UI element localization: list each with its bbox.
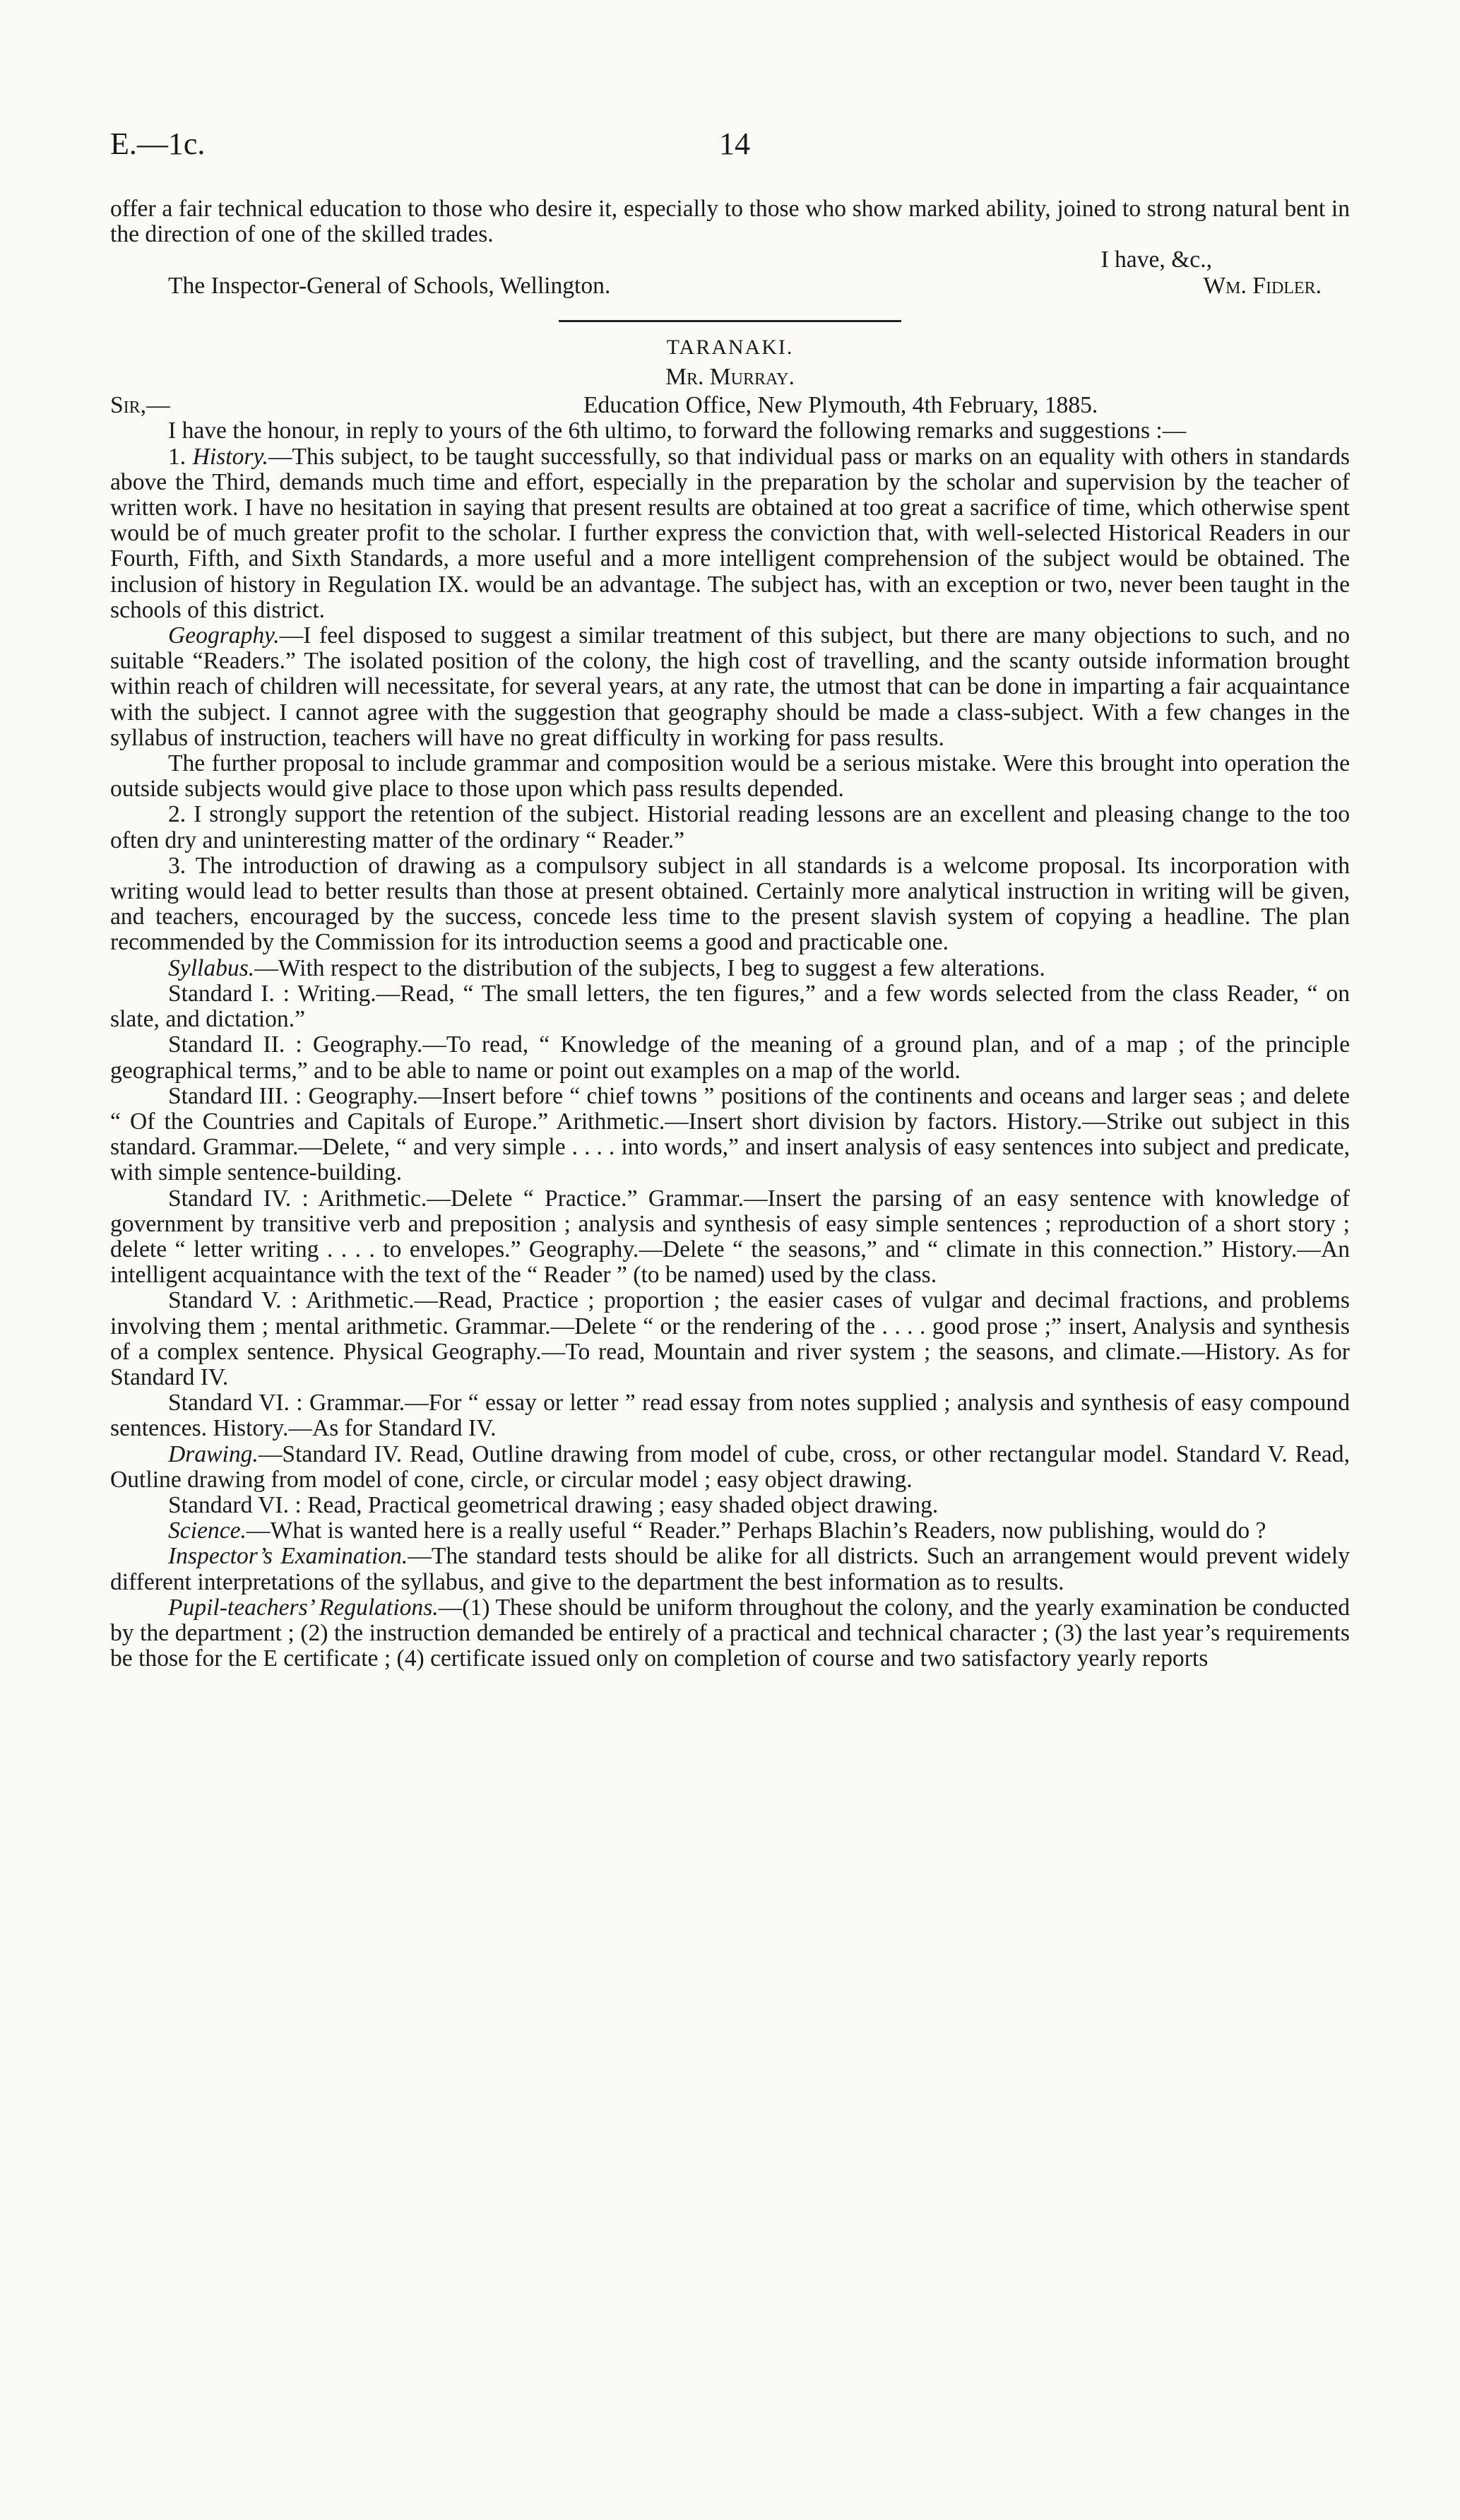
letter-paragraph [110,1390,1350,1441]
letter-paragraph [110,1493,1350,1518]
letter-paragraph [110,623,1350,751]
paragraph-topic: Science. [168,1518,247,1544]
letter-paragraph [110,981,1350,1032]
paragraph-text: —I feel disposed to suggest a similar treatment of this subject, but there are many objections to such, and no suitable “Readers.” The isolated position of the colony, the high cost of travelling, and the scanty outside information brought within reach of children will necessitate, for several years, at any rate, the utmost that can be done in imparting a fair acquaintance with the subject. I cannot agree with the suggestion that geography should be made a class-subject. With a few changes in the syllabus of instruction, teachers will have no great difficulty in working for pass results. [110,622,1350,751]
page-number: 14 [719,126,750,161]
paragraph-text: 2. I strongly support the retention of the subject. Historial reading lessons are an excellent and pleasing change to the too often dry and uninteresting matter of the ordinary “ Reader.” [110,801,1350,853]
paragraph-topic: History. [192,443,268,470]
letter-paragraph [110,1084,1350,1186]
letter-paragraph [110,853,1350,956]
letter-paragraph [110,444,1350,623]
letter-paragraph [110,1032,1350,1083]
paragraph-text: —What is wanted here is a really useful “ Reader.” Perhaps Blachin’s Readers, now publishing, would do ? [246,1518,1266,1544]
paragraph-text: Standard VI. : Read, Practical geometrical drawing ; easy shaded object drawing. [168,1491,939,1518]
paragraph-text: —The standard tests should be alike for all districts. Such an arrangement would prevent widely different interpretations of the syllabus, and give to the department the best information as to results. [110,1543,1350,1595]
paragraph-text: —This subject, to be taught successfully, so that individual pass or marks on an equality with others in standards above the Third, demands much time and effort, especially in the preparation by the scholar and supervision by the teacher of written work. I have no hesitation in saying that present results are obtained at too great a sacrifice of time, which otherwise spent would be of much greater profit to the scholar. I further express the conviction that, with well-selected Historical Readers in our Fourth, Fifth, and Sixth Standards, a more useful and a more intelligent comprehension of the subject would be obtained. The inclusion of history in Regulation IX. would be an advantage. The subject has, with an exception or two, never been taught in the schools of this district. [110,443,1351,623]
paragraph-text: —With respect to the distribution of the subjects, I beg to suggest a few alterations. [254,954,1045,981]
signature: Wm. Fidler. [1203,272,1322,299]
salutation: Sir,— [110,392,170,419]
letter-paragraph [110,1288,1350,1390]
paragraph-text: Standard I. : Writing.—Read, “ The small letters, the ten figures,” and a few words selected from the class Reader, “ on slate, and dictation.” [110,980,1350,1033]
section-divider [559,320,901,322]
addressee: The Inspector-General of Schools, Wellington. [168,272,611,299]
letter-paragraph [110,1518,1350,1544]
paragraph-text: —(1) These should be uniform throughout the colony, and the yearly examination be conducted by the department ; (2) the instruction demanded be entirely of a practical and technical character ; (3) the last year’s requirements be those for the E certificate ; (4) certificate issued only on completion of course and two satisfactory yearly reports [110,1594,1350,1672]
paragraph-topic: Syllabus. [168,954,255,981]
paragraph-number: 1. [168,443,193,470]
paragraph-text: Standard V. : Arithmetic.—Read, Practice ; proportion ; the easier cases of vulgar and decimal fractions, and problems involving them ; mental arithmetic. Grammar.—Delete “ or the rendering of the . . . . good prose ;” insert, Analysis and synthesis of a complex sentence. Physical Geography.—To read, Mountain and river system ; the seasons, and climate.—History. As for Standard IV. [110,1287,1350,1390]
letter-paragraph [110,956,1350,981]
paragraph-text: 3. The introduction of drawing as a compulsory subject in all standards is a welcome proposal. Its incorporation with writing would lead to better results than those at present obtained. Certainly more analytical instruction in writing will be given, and teachers, encouraged by the success, concede less time to the present slavish system of copying a headline. The plan recommended by the Commission for its introduction seems a good and practicable one. [110,852,1350,956]
paragraph-text: The further proposal to include grammar and composition would be a serious mistake. Were this brought into operation the outside subjects would give place to those upon which pass results depended. [110,750,1350,803]
letter-paragraph [110,1595,1350,1672]
paragraph-text: Standard III. : Geography.—Insert before “ chief towns ” positions of the continents and oceans and larger seas ; and delete “ Of the Countries and Capitals of Europe.” Arithmetic.—Insert short division by factors. History.—Strike out subject in this standard. Grammar.—Delete, “ and very simple . . . . into words,” and insert analysis of easy sentences into subject and predicate, with simple sentence-building. [110,1082,1350,1186]
page-body [110,196,1350,1672]
paragraph-text: Standard II. : Geography.—To read, “ Knowledge of the meaning of a ground plan, and of a map ; of the principle geographical terms,” and to be able to name or point out examples on a map of the world. [110,1031,1350,1084]
paragraph-text: Standard VI. : Grammar.—For “ essay or letter ” read essay from notes supplied ; analysis and synthesis of easy compound sentences. History.—As for Standard IV. [110,1390,1350,1442]
paragraph-text: Standard IV. : Arithmetic.—Delete “ Practice.” Grammar.—Insert the parsing of an easy sentence with knowledge of government by transitive verb and preposition ; analysis and synthesis of easy simple sentences ; reproduction of a short story ; delete “ letter writing . . . . to envelopes.” Geography.—Delete “ the seasons,” and “ climate in this connection.” History.—An intelligent acquaintance with the text of the “ Reader ” (to be named) used by the class. [110,1185,1350,1289]
letter-paragraph [110,751,1350,802]
section-heading: TARANAKI. [666,335,794,359]
paragraph-text: I have the honour, in reply to yours of the 6th ultimo, to forward the following remarks and suggestions :— [168,418,1187,444]
page-header [110,126,1350,175]
letter-paragraph [110,1186,1350,1289]
letter-paragraph [110,1544,1350,1595]
paragraph-topic: Geography. [168,622,280,649]
paragraph-topic: Pupil-teachers’ Regulations. [168,1594,439,1621]
author-name: Mr. Murray. [665,364,795,391]
dateline: Education Office, New Plymouth, 4th February, 1885. [583,392,1098,419]
report-reference: E.—1c. [110,126,206,161]
paragraph-topic: Drawing. [168,1441,259,1467]
letter-paragraphs [110,418,1350,1672]
paragraph-topic: Inspector’s Examination. [168,1543,408,1570]
letter-paragraph [110,802,1350,853]
continuation-paragraph: offer a fair technical education to those who desire it, especially to those who show marked ability, joined to strong natural bent in the direction of one of the skilled trades. [110,196,1350,248]
closing-line: I have, &c., [1100,247,1212,273]
signature-block [110,273,1350,299]
salutation-line [110,393,1350,418]
letter-paragraph [110,418,1350,444]
paragraph-text: —Standard IV. Read, Outline drawing from model of cube, cross, or other rectangular model. Standard V. Read, Outline drawing from model of cone, circle, or circular model ; easy object drawing. [110,1441,1350,1493]
letter-paragraph [110,1442,1350,1493]
